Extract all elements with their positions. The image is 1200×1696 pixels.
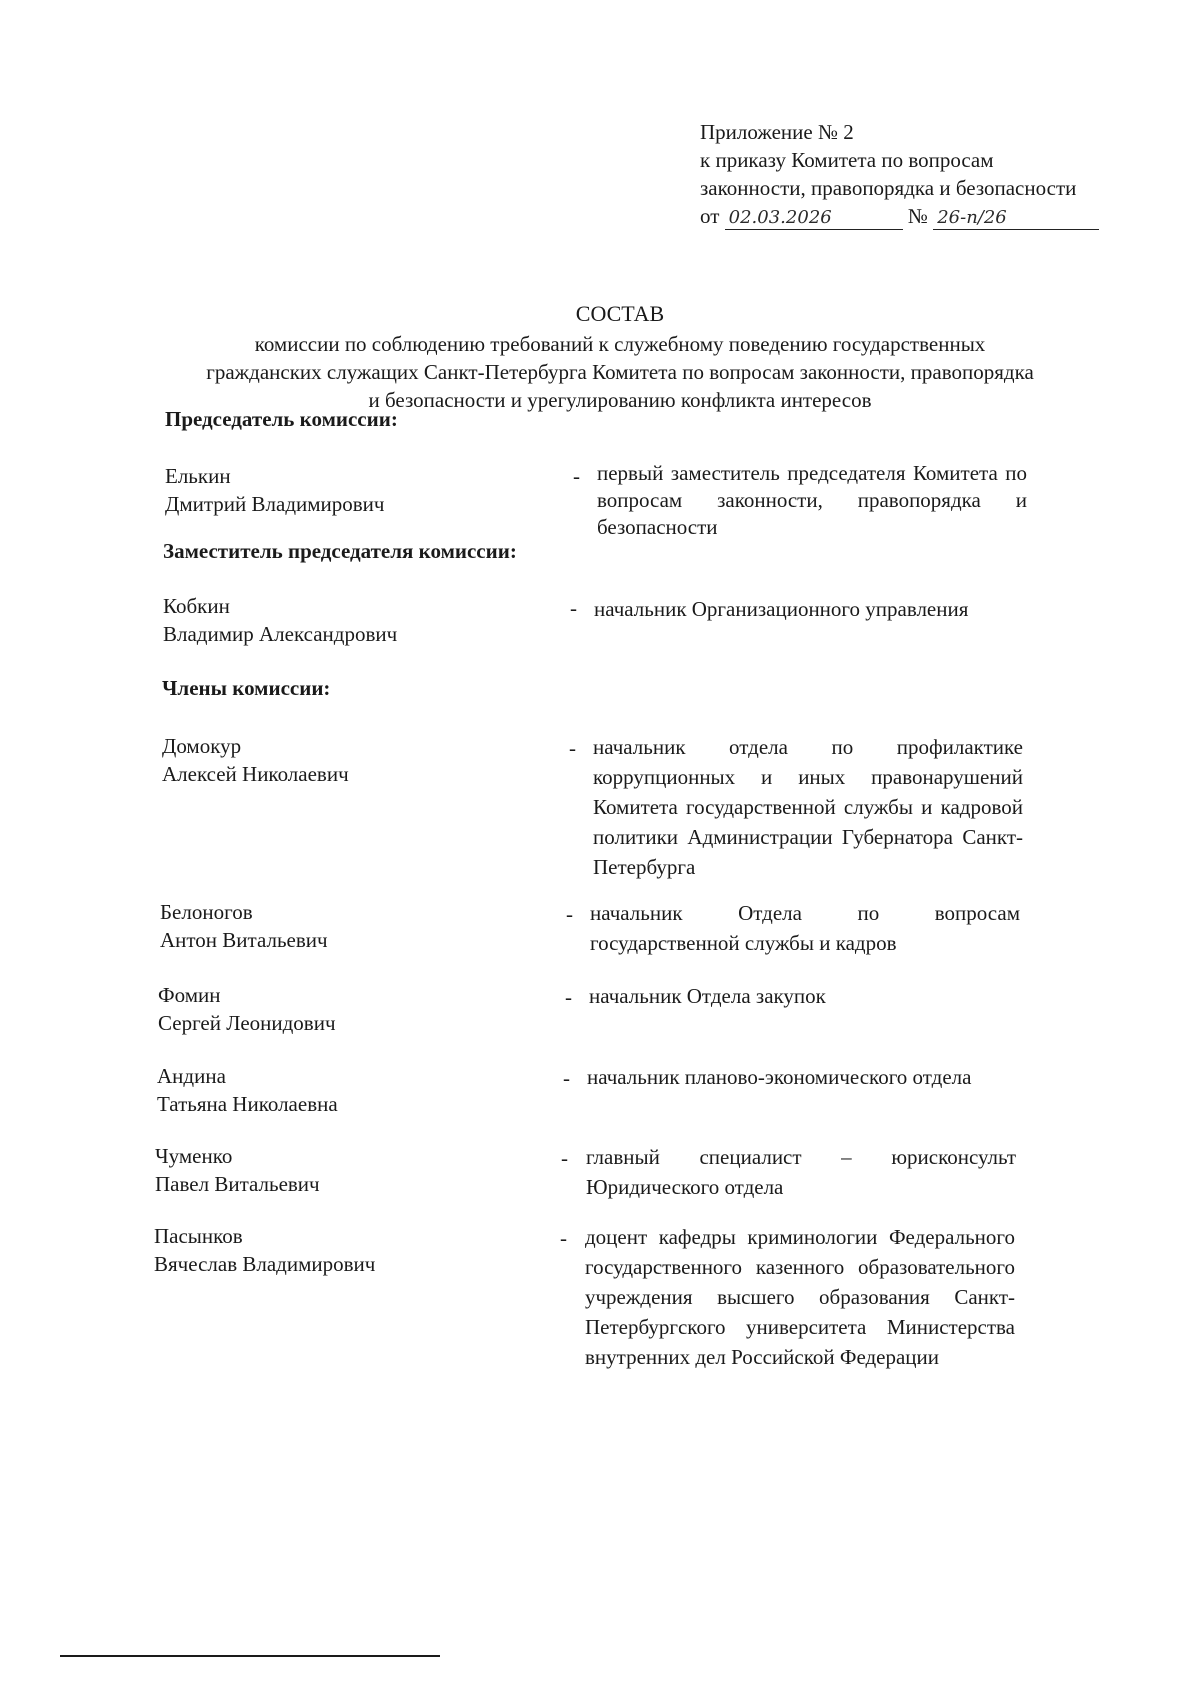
section-chair-heading: Председатель комиссии: [165, 407, 398, 431]
appendix-committee: законности, правопорядка и безопасности [700, 176, 1077, 200]
member-surname: Фомин [158, 983, 221, 1007]
member-role: начальник планово-экономического отдела [587, 1065, 972, 1089]
page-bottom-rule [60, 1655, 440, 1657]
member-role: доцент кафедры криминологии Федерального государственного казенного образовательного учреждения высшего образования Санкт-Петербургского университета Министерства внутренних дел Российской Федерации [585, 1225, 1015, 1369]
dash-separator: - [563, 1066, 570, 1090]
dash-separator: - [573, 464, 580, 488]
member-role: начальник отдела по профилактике коррупционных и иных правонарушений Комитета государственной службы и кадровой политики Администрации Губернатора Санкт-Петербурга [593, 735, 1023, 879]
section-deputy-heading: Заместитель председателя комиссии: [163, 539, 517, 563]
member-given-name: Алексей Николаевич [162, 762, 349, 786]
member-given-name: Антон Витальевич [160, 928, 328, 952]
member-given-name: Вячеслав Владимирович [154, 1252, 376, 1276]
document-subtitle: комиссии по соблюдению требований к служебному поведению государственных гражданских служащих Санкт-Петербурга Комитета по вопросам законности, правопорядка и безопасности и урегулированию конфликта интересов [206, 332, 1034, 412]
member-surname: Чуменко [155, 1144, 233, 1168]
dash-separator: - [569, 736, 576, 760]
handwritten-date: 02.03.2026 [725, 207, 903, 230]
member-given-name: Дмитрий Владимирович [165, 492, 385, 516]
member-role: начальник Организационного управления [594, 597, 969, 621]
handwritten-number: 26-п/26 [933, 207, 1099, 230]
member-given-name: Сергей Леонидович [158, 1011, 336, 1035]
appendix-date-line [700, 202, 1160, 230]
member-role: начальник Отдела закупок [589, 984, 826, 1008]
member-role: начальник Отдела по вопросам государственной службы и кадров [590, 901, 1020, 955]
section-members-heading: Члены комиссии: [162, 676, 331, 700]
dash-separator: - [561, 1146, 568, 1170]
dash-separator: - [560, 1226, 567, 1250]
document-title: СОСТАВ [575, 301, 665, 326]
member-given-name: Татьяна Николаевна [157, 1092, 338, 1116]
member-surname: Кобкин [163, 594, 230, 618]
appendix-order-ref: к приказу Комитета по вопросам [700, 148, 994, 172]
member-surname: Андина [157, 1064, 226, 1088]
member-given-name: Владимир Александрович [163, 622, 398, 646]
member-surname: Пасынков [154, 1224, 243, 1248]
number-label: № [907, 204, 928, 228]
member-role: первый заместитель председателя Комитета по вопросам законности, правопорядка и безопасности [597, 461, 1027, 539]
member-surname: Домокур [162, 734, 242, 758]
dash-separator: - [566, 902, 573, 926]
dash-separator: - [565, 985, 572, 1009]
member-surname: Елькин [165, 464, 231, 488]
from-label: от [700, 204, 720, 228]
member-surname: Белоногов [160, 900, 253, 924]
member-role: главный специалист – юрисконсульт Юридического отдела [586, 1145, 1016, 1199]
dash-separator: - [570, 596, 577, 620]
appendix-number: Приложение № 2 [700, 120, 854, 144]
member-given-name: Павел Витальевич [155, 1172, 320, 1196]
appendix-header [700, 118, 1160, 230]
